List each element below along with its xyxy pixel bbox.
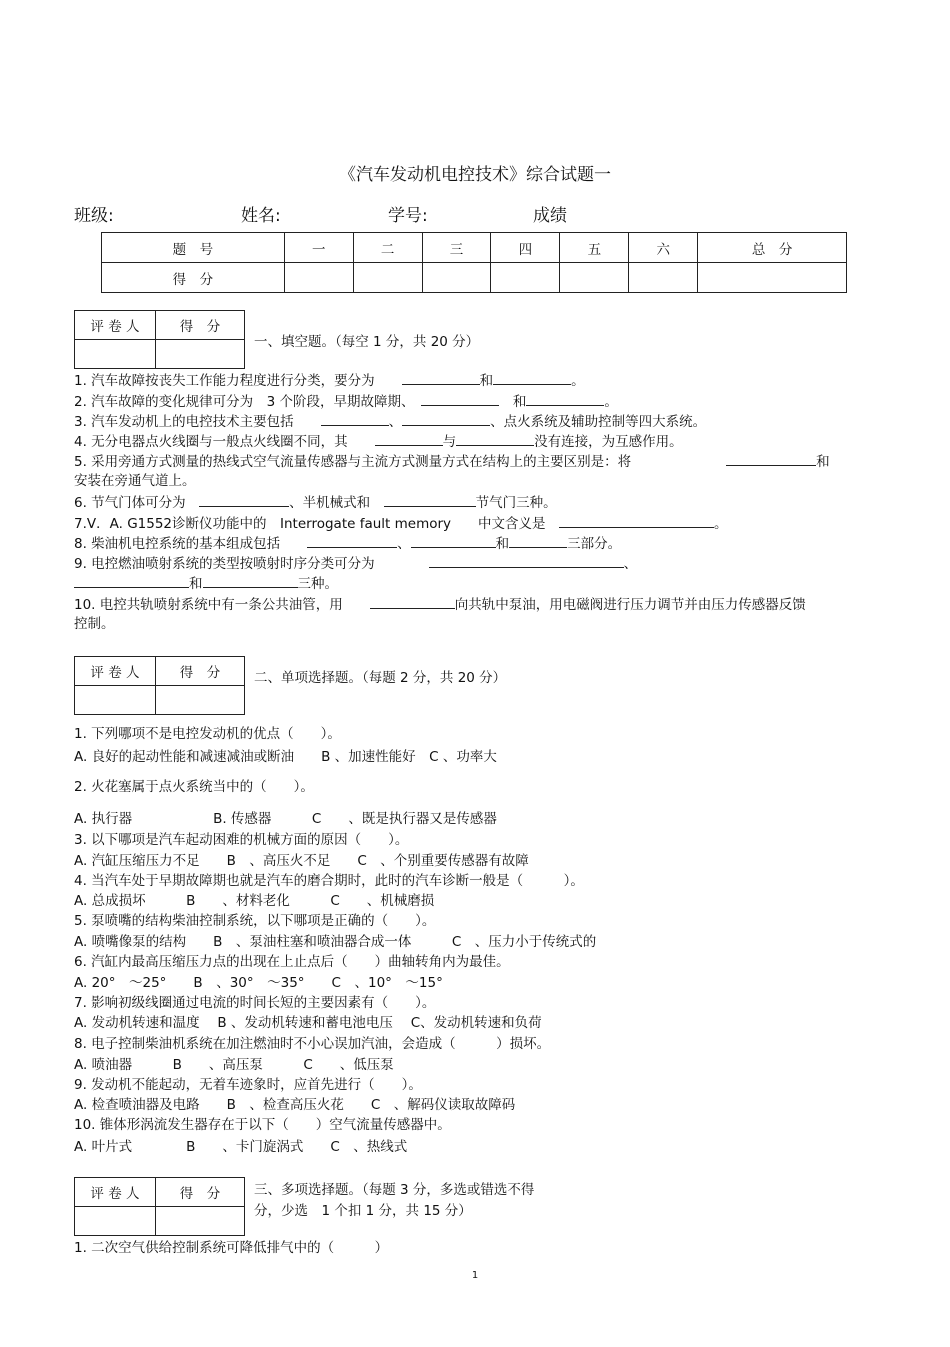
question-text: 向共轨中泵油，用电磁阀进行压力调节并由压力传感器反馈 [454, 597, 806, 613]
grader-box [74, 310, 245, 369]
grader-box [74, 656, 245, 715]
row-label: 得 分 [102, 263, 285, 293]
question [74, 391, 618, 412]
question [74, 411, 706, 432]
question: 8. 电子控制柴油机系统在加注燃油时不小心误加汽油，会造成（ ）损坏。 [74, 1036, 551, 1052]
option-line: A. 喷油器 B 、高压泵 C 、低压泵 [74, 1057, 394, 1073]
question [74, 451, 830, 472]
question: 3. 以下哪项是汽车起动困难的机械方面的原因（ ）。 [74, 832, 409, 848]
grader-score-label: 得 分 [155, 311, 244, 340]
score-table-header [102, 233, 847, 263]
blank[interactable] [203, 573, 298, 588]
question [74, 533, 621, 554]
name-label: 姓名: [241, 206, 281, 226]
question-text: 和 [189, 576, 203, 592]
question-text: 三种。 [297, 576, 338, 592]
question-text: 、点火系统及辅助控制等四大系统。 [490, 414, 707, 430]
blank[interactable] [456, 431, 534, 446]
question [74, 492, 557, 513]
grader-cell[interactable] [75, 1207, 156, 1236]
blank[interactable] [307, 533, 397, 548]
blank[interactable] [402, 411, 490, 426]
question-text: 、 [388, 414, 403, 430]
question-text: 和 [495, 536, 510, 552]
score-cell[interactable] [698, 263, 847, 293]
question-text: 、 [397, 536, 411, 552]
question [74, 594, 806, 615]
score-cell[interactable] [491, 263, 560, 293]
score-cell[interactable] [629, 263, 698, 293]
question-text: 。 [604, 394, 618, 410]
question-text: 和 [512, 394, 527, 410]
grader-score-label: 得 分 [155, 1178, 244, 1207]
section-heading: 三、多项选择题。（每题 3 分，多选或错选不得 [254, 1182, 535, 1198]
question-continued: 控制。 [74, 616, 115, 632]
blank[interactable] [509, 533, 567, 548]
blank[interactable] [370, 594, 455, 609]
grader-label: 评 卷 人 [75, 311, 156, 340]
question-text: 9. 电控燃油喷射系统的类型按喷射时序分类可分为 [74, 556, 375, 572]
question: 1. 下列哪项不是电控发动机的优点（ ）。 [74, 726, 341, 742]
blank[interactable] [726, 451, 816, 466]
question-text: 8. 柴油机电控系统的基本组成包括 [74, 536, 281, 552]
question: 10. 锥体形涡流发生器存在于以下（ ）空气流量传感器中。 [74, 1117, 451, 1133]
question-text: 、 [623, 556, 638, 572]
page-number: 1 [471, 1270, 479, 1281]
question: 4. 当汽车处于早期故障期也就是汽车的磨合期时，此时的汽车诊断一般是（ ）。 [74, 873, 584, 889]
question-text: 节气门三种。 [475, 495, 557, 511]
score-cell[interactable] [353, 263, 422, 293]
option-line: A. 检查喷油器及电路 B 、检查高压火花 C 、解码仪读取故障码 [74, 1097, 516, 1113]
blank[interactable] [411, 533, 496, 548]
question: 7. 影响初级线圈通过电流的时间长短的主要因素有（ ）。 [74, 995, 436, 1011]
header-cell: 六 [629, 233, 698, 263]
question-text: 4. 无分电器点火线圈与一般点火线圈不同，其 [74, 434, 348, 450]
blank[interactable] [74, 573, 189, 588]
grader-label: 评 卷 人 [75, 657, 156, 686]
blank[interactable] [559, 513, 714, 528]
blank[interactable] [421, 391, 499, 406]
score-cell[interactable] [422, 263, 491, 293]
option-line: A. 喷嘴像泵的结构 B 、泵油柱塞和喷油器合成一体 C 、压力小于传统式的 [74, 934, 597, 950]
blank[interactable] [402, 370, 480, 385]
score-table-row [102, 263, 847, 293]
grader-cell[interactable] [155, 1207, 244, 1236]
blank[interactable] [429, 553, 624, 568]
question [74, 370, 585, 391]
blank[interactable] [321, 411, 389, 426]
question-text: 2. 汽车故障的变化规律可分为 3 个阶段，早期故障期、 [74, 394, 408, 410]
header-cell: 二 [353, 233, 422, 263]
class-label: 班级: [74, 206, 114, 226]
header-cell: 三 [422, 233, 491, 263]
grader-cell[interactable] [75, 686, 156, 715]
question-text: 。 [714, 516, 728, 532]
question-text: 3. 汽车发动机上的电控技术主要包括 [74, 414, 294, 430]
question [74, 513, 728, 534]
option-line: A. 汽缸压缩压力不足 B 、高压火不足 C 、个别重要传感器有故障 [74, 853, 529, 869]
header-cell: 四 [491, 233, 560, 263]
question-text: 和 [479, 373, 494, 389]
question-text: 和 [816, 454, 830, 470]
id-label: 学号: [388, 206, 428, 226]
blank[interactable] [526, 391, 604, 406]
question: 2. 火花塞属于点火系统当中的（ ）。 [74, 779, 314, 795]
option-line: A. 总成损坏 B 、材料老化 C 、机械磨损 [74, 893, 435, 909]
header-cell: 题 号 [102, 233, 285, 263]
question-text: 三部分。 [567, 536, 622, 552]
question: 6. 汽缸内最高压缩压力点的出现在上止点后（ ）曲轴转角内为最佳。 [74, 954, 510, 970]
blank[interactable] [375, 431, 443, 446]
grader-cell[interactable] [75, 340, 156, 369]
question [74, 431, 683, 452]
option-line: A. 叶片式 B 、卡门旋涡式 C 、热线式 [74, 1139, 408, 1155]
grader-score-label: 得 分 [155, 657, 244, 686]
question-text: 、半机械式和 [289, 495, 371, 511]
score-table [101, 232, 847, 293]
option-line: A. 20° ～25° B 、30° ～35° C 、10° ～15° [74, 975, 443, 991]
grader-cell[interactable] [155, 340, 244, 369]
grader-cell[interactable] [155, 686, 244, 715]
grade-label: 成绩 [533, 206, 567, 226]
header-cell: 一 [284, 233, 353, 263]
section-heading-continued: 分，少选 1 个扣 1 分，共 15 分） [254, 1203, 472, 1219]
header-cell: 总 分 [698, 233, 847, 263]
question-text: 1. 汽车故障按丧失工作能力程度进行分类，要分为 [74, 373, 375, 389]
blank[interactable] [493, 370, 571, 385]
blank[interactable] [199, 492, 289, 507]
option-line: A. 发动机转速和温度 B 、发动机转速和蓄电池电压 C、发动机转速和负荷 [74, 1015, 542, 1031]
question-text: 5. 采用旁通方式测量的热线式空气流量传感器与主流方式测量方式在结构上的主要区别是：将 [74, 454, 632, 470]
page-title: 《汽车发动机电控技术》综合试题一 [339, 165, 611, 185]
grader-box [74, 1177, 245, 1236]
question-text: 10. 电控共轨喷射系统中有一条公共油管，用 [74, 597, 343, 613]
question-text: 与 [442, 434, 457, 450]
section-heading: 二、单项选择题。（每题 2 分，共 20 分） [254, 670, 507, 686]
question-text: 6. 节气门体可分为 [74, 495, 186, 511]
question: 1. 二次空气供给控制系统可降低排气中的（ ） [74, 1240, 389, 1256]
question [74, 553, 637, 574]
score-cell[interactable] [284, 263, 353, 293]
grader-label: 评 卷 人 [75, 1178, 156, 1207]
question: 5. 泵喷嘴的结构柴油控制系统，以下哪项是正确的（ ）。 [74, 913, 436, 929]
header-cell: 五 [560, 233, 629, 263]
question-continued: 安装在旁通气道上。 [74, 473, 196, 489]
question-text: 7.V．A. G1552诊断仪功能中的 Interrogate fault memory 中文含义是 [74, 516, 546, 532]
question-text: 没有连接，为互感作用。 [534, 434, 683, 450]
option-line: A. 良好的起动性能和减速减油或断油 B 、加速性能好 C 、功率大 [74, 749, 497, 765]
question: 9. 发动机不能起动，无着车迹象时，应首先进行（ ）。 [74, 1077, 422, 1093]
question-text: 。 [571, 373, 585, 389]
section-heading: 一、填空题。（每空 1 分，共 20 分） [254, 334, 480, 350]
score-cell[interactable] [560, 263, 629, 293]
option-line: A. 执行器 B. 传感器 C 、既是执行器又是传感器 [74, 811, 497, 827]
question-continued [74, 573, 338, 594]
blank[interactable] [384, 492, 476, 507]
